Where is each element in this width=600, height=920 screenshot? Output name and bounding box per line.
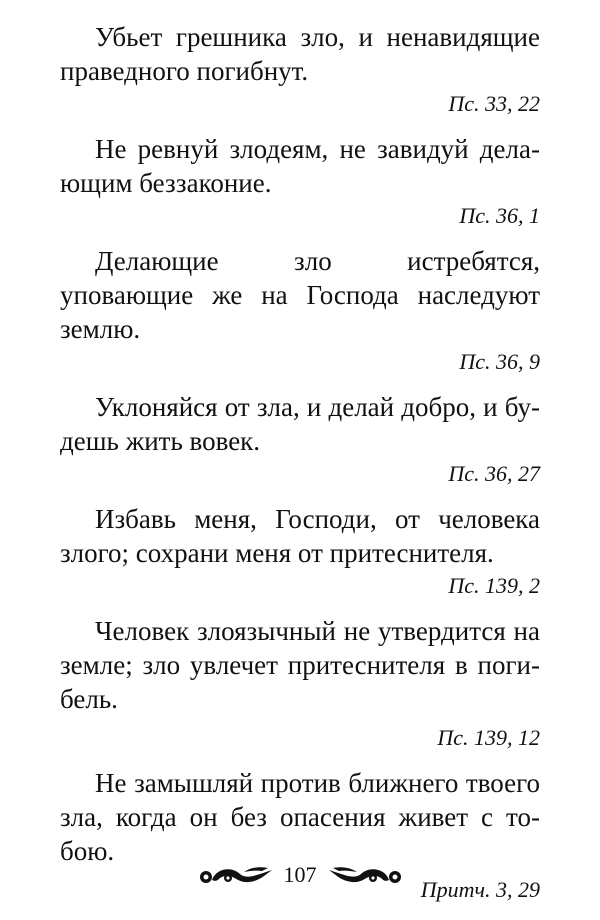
verse-reference: Пс. 36, 27 [448,461,540,486]
page-number: 107 [283,862,317,887]
scroll-ornament-left-icon [198,860,274,890]
verse-reference: Пс. 33, 22 [448,91,540,116]
scroll-ornament-right-icon [327,860,403,890]
verse [60,244,540,376]
verse-reference: Притч. 3, 29 [420,877,540,902]
verse [60,132,540,230]
page-content [60,20,540,904]
verse-reference: Пс. 139, 2 [448,573,540,598]
verse-reference: Пс. 36, 9 [459,349,540,374]
verse-reference: Пс. 36, 1 [459,203,540,228]
verse [60,502,540,600]
verse-text: Не ревнуй злодеям, не завидуй делающим беззаконие. [60,134,540,198]
verse-reference: Пс. 139, 12 [437,725,540,750]
verse-text: Убьет грешника зло, и ненавидящие праведного погибнут. [60,22,540,86]
verse [60,390,540,488]
verse-text: Уклоняйся от зла, и делай добро, и будешь жить вовек. [60,392,540,456]
verse [60,20,540,118]
verse-text: Не замышляй против ближнего твоего зла, когда он без опасения живет с тобою. [60,768,540,866]
page-footer [0,855,600,895]
verse-text: Делающие зло истребятся, уповающие же на Господа наследуют землю. [60,246,540,344]
verse-text: Человек злоязычный не утвердится на земле; зло увлечет притеснителя в погибель. [60,616,540,714]
verse-text: Избавь меня, Господи, от человека злого; сохрани меня от притеснителя. [60,504,540,568]
verse [60,614,540,752]
